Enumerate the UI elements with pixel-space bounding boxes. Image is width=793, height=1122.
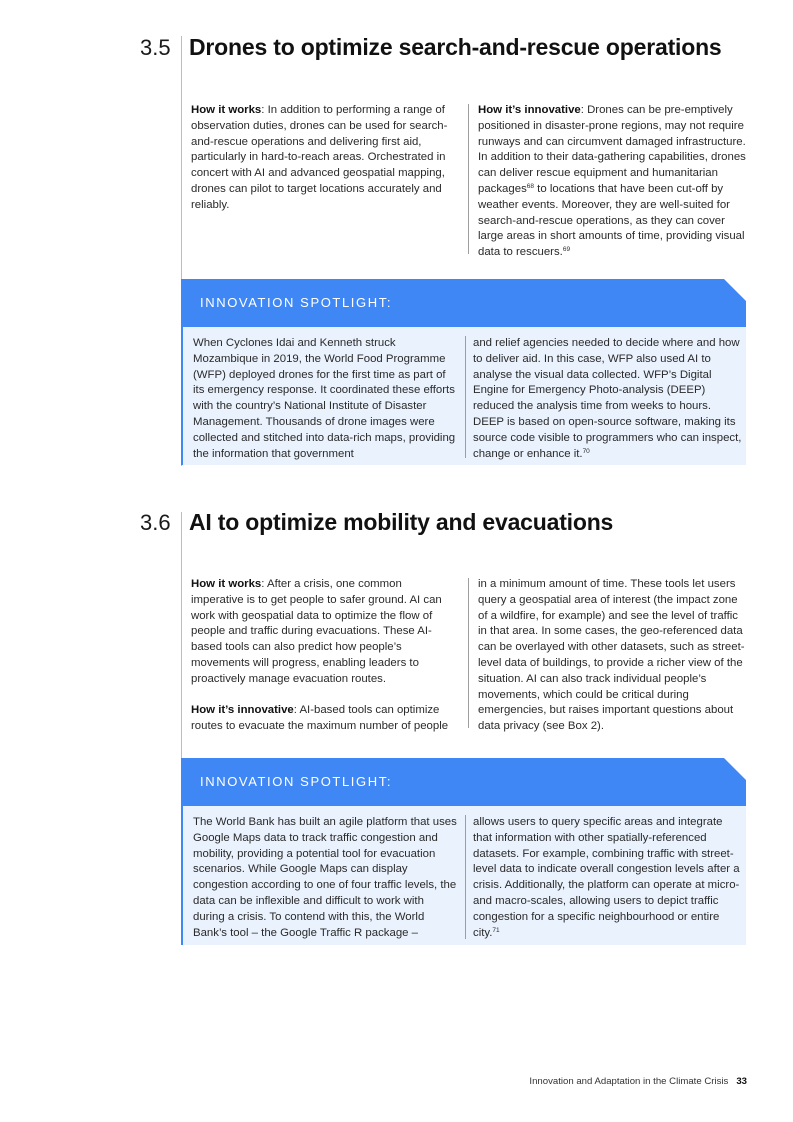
page-number: 33 bbox=[736, 1076, 747, 1087]
innovative-text: to locations that have been cut-off by weather events. Moreover, they are well-suited for search-and-rescue operations, as they can cover large areas in short amounts of time, providing visual data to rescuers. bbox=[478, 182, 745, 259]
spotlight-text: The World Bank has built an agile platform that uses Google Maps data to track traffic congestion and mobility, providing a potential tool for evacuation scenarios. While Google Maps can display congestion according to one of four traffic levels, the data can be inflexible and difficult to work with during a crisis. To contend with this, the World Bank’s tool – the Google Traffic R package – bbox=[193, 816, 457, 939]
spotlight-header bbox=[181, 758, 746, 806]
corner-fold bbox=[724, 758, 746, 780]
spotlight-accent-bar bbox=[181, 327, 183, 465]
spotlight-accent-bar bbox=[181, 806, 183, 945]
how-it-works-text: : After a crisis, one common imperative is to get people to safer ground. AI can work with geospatial data to optimize the flow of people and traffic during evacuations. These AI-based tools can also predict how people’s movements will progress, enabling leaders to proactively manage evacuation routes. bbox=[191, 578, 442, 685]
spotlight-header bbox=[181, 279, 746, 327]
body-text: in a minimum amount of time. These tools let users query a geospatial area of interest (the impact zone of a wildfire, for example) and see the level of traffic in that area. In some cases, the geo-referenced data can be overlayed with other datasets, such as street-level data of buildings, to provide a richer view of the situation. AI can also track individual people’s movements, which could be critical during emergencies, but raises important questions about data privacy (see Box 2). bbox=[478, 578, 745, 733]
footer-title: Innovation and Adaptation in the Climate Crisis bbox=[529, 1076, 729, 1087]
right-text-column bbox=[478, 577, 746, 735]
how-it-works-column bbox=[191, 103, 456, 214]
column-divider bbox=[468, 578, 469, 728]
footnote-ref[interactable]: 70 bbox=[582, 447, 590, 455]
section-number: 3.5 bbox=[140, 35, 171, 60]
column-divider bbox=[468, 104, 469, 254]
how-it-works-column bbox=[191, 577, 456, 735]
how-its-innovative-label: How it’s innovative bbox=[191, 704, 294, 717]
section-title: Drones to optimize search-and-rescue operations bbox=[189, 34, 722, 60]
spotlight-left-column bbox=[193, 815, 458, 941]
page-footer bbox=[529, 1076, 747, 1087]
spotlight-text: allows users to query specific areas and integrate that information with other spatially-referenced datasets. For example, combining traffic with street-level data to indicate overall congestion levels after a crisis. Additionally, the platform can operate at micro- and macro-scales, allowing users to depict traffic congestion for a specific neighbourhood or entire city. bbox=[473, 816, 740, 939]
spotlight-text: and relief agencies needed to decide where and how to deliver aid. In this case, WFP also used AI to analyse the visual data collected. WFP’s Digital Engine for Emergency Photo-analysis (DEEP) reduced the analysis time from weeks to hours. DEEP is based on open-source software, making its source code visible to programmers who can inspect, change or enhance it. bbox=[473, 337, 742, 460]
innovative-text: : AI-based tools can optimize routes to evacuate the maximum number of people bbox=[191, 704, 449, 733]
spotlight-label: INNOVATION SPOTLIGHT: bbox=[200, 774, 393, 789]
how-it-works-label: How it works bbox=[191, 578, 262, 590]
how-it-works-label: How it works bbox=[191, 104, 262, 116]
how-its-innovative-label: How it’s innovative bbox=[478, 104, 581, 116]
spotlight-right-column bbox=[473, 336, 743, 462]
spotlight-label: INNOVATION SPOTLIGHT: bbox=[200, 295, 393, 310]
how-its-innovative-column bbox=[478, 103, 746, 261]
spotlight-text: When Cyclones Idai and Kenneth struck Mozambique in 2019, the World Food Programme (WFP) deployed drones for the first time as part of its emergency response. It coordinated these efforts with the country’s National Institute of Disaster Management. Thousands of drone images were collected and stitched into data-rich maps, providing the information that government bbox=[193, 337, 456, 460]
column-divider bbox=[465, 815, 466, 939]
footnote-ref[interactable]: 69 bbox=[562, 246, 571, 254]
section-title: AI to optimize mobility and evacuations bbox=[189, 509, 614, 535]
corner-fold bbox=[724, 279, 746, 301]
footnote-ref[interactable]: 71 bbox=[492, 926, 500, 934]
how-it-works-text: : In addition to performing a range of observation duties, drones can be used for search-and-rescue operations and delivering first aid, particularly in hard-to-reach areas. Orchestrated in concert with AI and advanced geospatial mapping, drones can pilot to target locations accurately and reliably. bbox=[191, 104, 448, 211]
spotlight-right-column bbox=[473, 815, 743, 941]
footnote-ref[interactable]: 68 bbox=[526, 182, 534, 190]
section-number: 3.6 bbox=[140, 510, 171, 535]
column-divider bbox=[465, 336, 466, 458]
innovative-text: : Drones can be pre-emptively positioned in disaster-prone regions, may not require runways and can circumvent damaged infrastructure. In addition to their data-gathering capabilities, drones can deliver rescue equipment and humanitarian packages bbox=[478, 104, 746, 195]
spotlight-left-column bbox=[193, 336, 458, 462]
